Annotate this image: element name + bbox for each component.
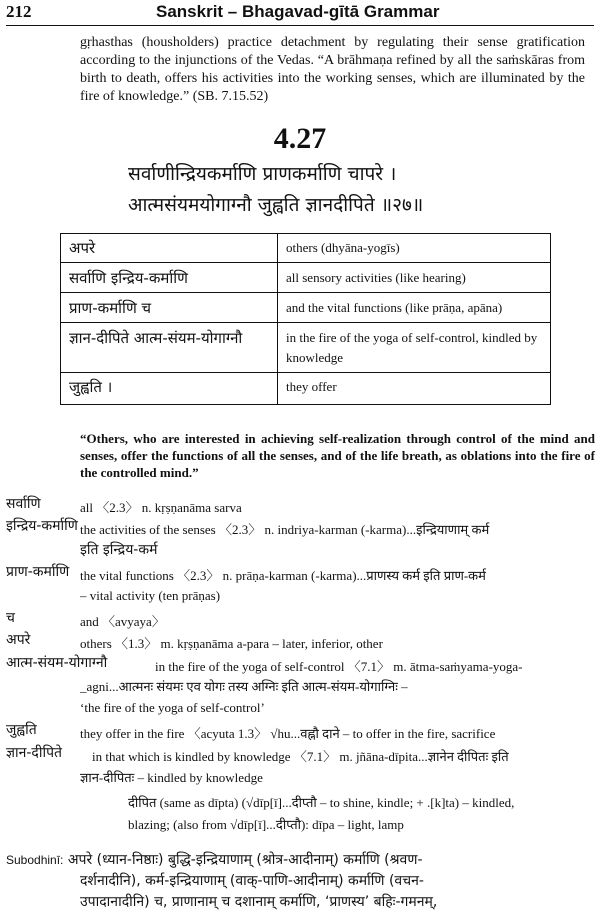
gloss-definition: all 〈2.3〉 n. kṛṣṇanāma sarva: [80, 500, 242, 515]
verse-line-1: सर्वाणीन्द्रियकर्माणि प्राणकर्माणि चापरे ।: [128, 163, 397, 185]
table-sanskrit: अपरे: [69, 239, 96, 257]
gloss-definition: and 〈avyaya〉: [80, 614, 165, 629]
subodhini-line-3: उपादानादीनि) च, प्राणानाम् च दशानाम् कर्माणि, ‘प्राणस्य’ बहिः-गमनम्,: [80, 894, 438, 910]
header-rule: [6, 25, 594, 26]
gloss-word: प्राण-कर्माणि: [6, 564, 70, 580]
gloss-word: अपरे: [6, 632, 31, 648]
gloss-continuation: ‘the fire of the yoga of self-control’: [80, 700, 265, 715]
table-english: they offer: [286, 379, 337, 394]
page-header: [6, 2, 596, 28]
row-divider: [61, 372, 550, 373]
gloss-word: इन्द्रिय-कर्माणि: [6, 518, 78, 534]
word-meaning-table: [60, 233, 551, 405]
intro-paragraph: gṛhasthas (housholders) practice detachment by regulating their sense gratification according to the injunctions of the Vedas. “A brāhmaṇa refined by all the saṁskāras from birth to death, offers his activities into the working senses, which are illuminated by the fire of knowledge.” (SB. 7.15.52): [80, 35, 585, 104]
verse-number: 4.27: [273, 122, 327, 155]
gloss-word: ज्ञान-दीपिते: [6, 745, 63, 761]
gloss-definition: the activities of the senses 〈2.3〉 n. indriya-karman (-karma)...इन्द्रियाणाम् कर्म: [80, 522, 490, 537]
gloss-continuation: _agni...आत्मनः संयमः एव योगः तस्य अग्निः इति आत्म-संयम-योगाग्निः –: [80, 679, 408, 694]
table-english: and the vital functions (like prāṇa, apāna): [286, 300, 503, 315]
subodhini-line-1: [6, 850, 600, 869]
subodhini-label: Subodhinī:: [6, 853, 64, 867]
table-sanskrit: जुह्वति ।: [69, 378, 113, 396]
table-sanskrit: ज्ञान-दीपिते आत्म-संयम-योगाग्नौ: [69, 329, 243, 347]
page-number: 212: [6, 2, 32, 21]
table-sanskrit: सर्वाणि इन्द्रिय-कर्माणि: [69, 269, 188, 287]
subodhini-line-2: दर्शनादीनि), कर्म-इन्द्रियाणाम् (वाक्-पाणि-आदीनाम्) कर्माणि (वचन-: [80, 873, 424, 889]
table-english: in the fire of the yoga of self-control, kindled by knowledge: [286, 330, 538, 365]
table-sanskrit: प्राण-कर्माणि च: [69, 299, 152, 317]
gloss-definition: in the fire of the yoga of self-control 〈7.1〉 m. ātma-saṁyama-yoga-: [155, 659, 523, 674]
gloss-continuation: ज्ञान-दीपितः – kindled by knowledge: [80, 770, 263, 785]
column-divider: [277, 234, 278, 404]
subodhini-text: अपरे (ध्यान-निष्ठाः) बुद्धि-इन्द्रियाणाम् (श्रोत्र-आदीनाम्) कर्माणि (श्रवण-: [67, 852, 423, 868]
gloss-definition: others 〈1.3〉 m. kṛṣṇanāma a-para – later, inferior, other: [80, 636, 383, 651]
gloss-word: आत्म-संयम-योगाग्नौ: [6, 655, 108, 671]
gloss-subentry: दीपित (same as dīpta) (√dīp[ī]...दीप्तौ – to shine, kindle; + .[k]ta) – kindled,: [128, 795, 515, 810]
gloss-definition: in that which is kindled by knowledge 〈7.1〉 m. jñāna-dīpita...ज्ञानेन दीपितः इति: [92, 749, 509, 764]
gloss-continuation: इति इन्द्रिय-कर्म: [80, 542, 158, 558]
running-title: Sanskrit – Bhagavad-gītā Grammar: [156, 2, 440, 21]
row-divider: [61, 322, 550, 323]
gloss-word: सर्वाणि: [6, 496, 41, 512]
table-english: all sensory activities (like hearing): [286, 270, 466, 285]
gloss-word: जुह्वति: [6, 722, 37, 738]
gloss-definition: they offer in the fire 〈acyuta 1.3〉 √hu...वह्नौ दाने – to offer in the fire, sacrifice: [80, 726, 496, 741]
gloss-definition: the vital functions 〈2.3〉 n. prāṇa-karman (-karma)...प्राणस्य कर्म इति प्राण-कर्म: [80, 568, 486, 583]
table-english: others (dhyāna-yogīs): [286, 240, 400, 255]
translation: “Others, who are interested in achieving self-realization through control of the mind and senses, offer the functions of all the senses, and of the life breath, as oblations into the fire of the controlled mind.”: [80, 431, 595, 480]
verse-line-2: आत्मसंयमयोगाग्नौ जुह्वति ज्ञानदीपिते ॥२७॥: [128, 194, 424, 216]
row-divider: [61, 262, 550, 263]
gloss-word: च: [6, 610, 15, 626]
gloss-subentry: blazing; (also from √dīp[ī]...दीप्तौ): dīpa – light, lamp: [128, 817, 404, 832]
row-divider: [61, 292, 550, 293]
gloss-continuation: – vital activity (ten prāṇas): [80, 588, 221, 603]
